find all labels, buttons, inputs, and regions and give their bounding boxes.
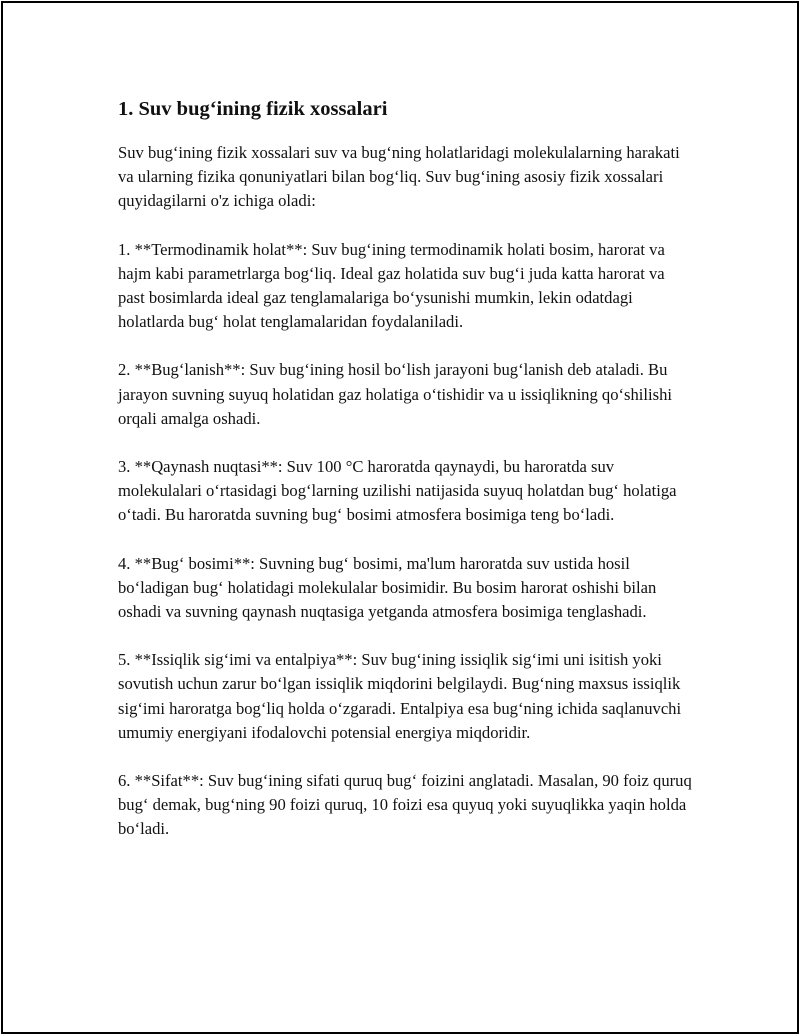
document-page [1, 1, 799, 1034]
section-heading: 1. Suv bug‘ining fizik xossalari [118, 98, 388, 120]
item-steam-quality: 6. **Sifat**: Suv bug‘ining sifati quruq bug‘ foizini anglatadi. Masalan, 90 foiz quruq bug‘ demak, bug‘ning 90 foizi quruq, 10 foizi esa quyuq yoki suyuqlikka yaqin holda bo‘ladi. [118, 771, 692, 839]
item-vapor-pressure: 4. **Bug‘ bosimi**: Suvning bug‘ bosimi, ma'lum haroratda suv ustida hosil bo‘ladigan bug‘ holatidagi molekulalar bosimidir. Bu bosim harorat oshishi bilan oshadi va suvning qaynash nuqtasiga yetganda atmosfera bosimiga tenglashadi. [118, 553, 657, 622]
item-boiling-point: 3. **Qaynash nuqtasi**: Suv 100 °C haroratda qaynaydi, bu haroratda suv molekulalari o‘rtasidagi bog‘larning uzilishi natijasida suyuq holatdan bug‘ holatiga o‘tadi. Bu haroratda suvning bug‘ bosimi atmosfera bosimiga teng bo‘ladi. [118, 457, 677, 525]
item-thermodynamic-state: 1. **Termodinamik holat**: Suv bug‘ining termodinamik holati bosim, harorat va hajm kabi parametrlarga bog‘liq. Ideal gaz holatida suv bug‘i juda katta harorat va past bosimlarda ideal gaz tenglamalariga bo‘ysunishi mumkin, lekin odatdagi holatlarda bug‘ holat tenglamalaridan foydalaniladi. [118, 239, 665, 332]
document-body [118, 91, 693, 866]
intro-paragraph: Suv bug‘ining fizik xossalari suv va bug‘ning holatlaridagi molekulalarning harakati va ularning fizika qonuniyatlari bilan bog‘liq. Suv bug‘ining asosiy fizik xossalari quyidagilarni o'z ichiga oladi: [118, 143, 680, 211]
item-evaporation: 2. **Bug‘lanish**: Suv bug‘ining hosil bo‘lish jarayoni bug‘lanish deb ataladi. Bu jarayon suvning suyuq holatidan gaz holatiga o‘tishidir va u issiqlikning qo‘shilishi orqali amalga oshadi. [118, 360, 672, 428]
item-heat-capacity-enthalpy: 5. **Issiqlik sig‘imi va entalpiya**: Suv bug‘ining issiqlik sig‘imi uni isitish yoki sovutish uchun zarur bo‘lgan issiqlik miqdorini belgilaydi. Bug‘ning maxsus issiqlik sig‘imi haroratga bog‘liq holda o‘zgaradi. Entalpiya esa bug‘ning ichida saqlanuvchi umumiy energiyani ifodalovchi potensial energiya miqdoridir. [118, 650, 682, 742]
